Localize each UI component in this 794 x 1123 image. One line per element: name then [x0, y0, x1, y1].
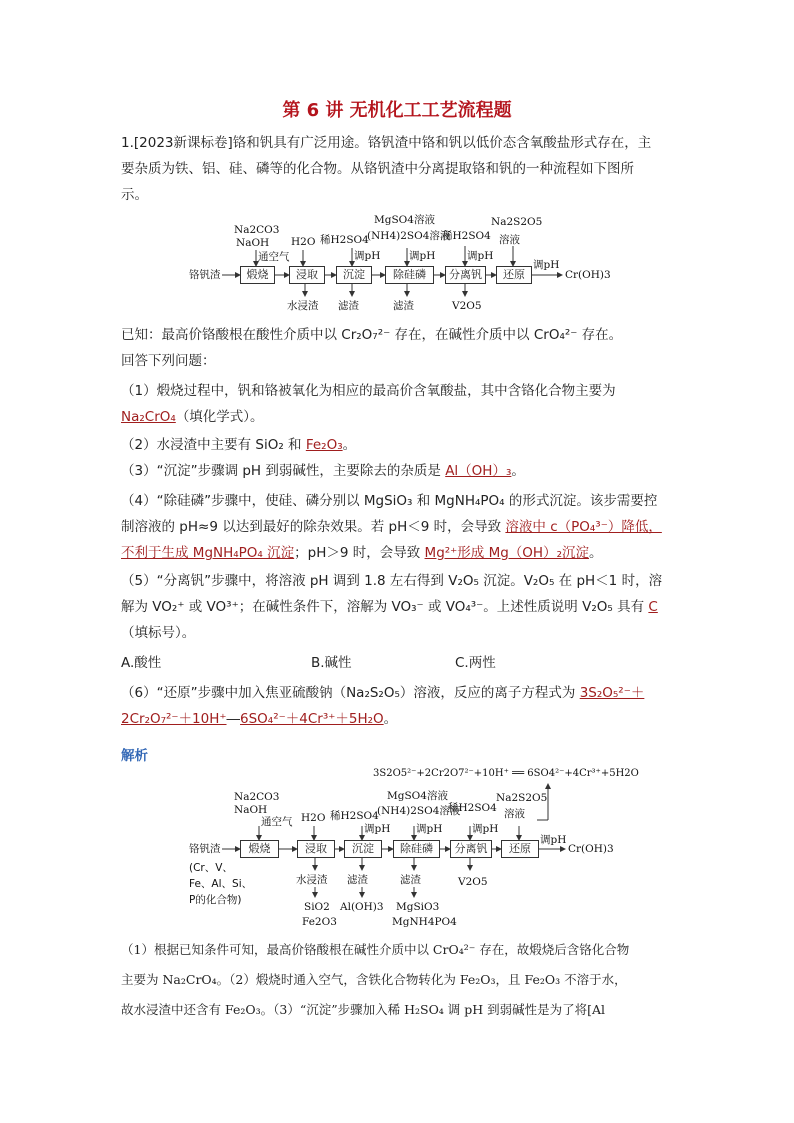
flow-2-label: Na2S2O5: [496, 792, 548, 804]
flow-1-label: 调pH: [409, 250, 436, 262]
flow-2-label: Na2CO3: [234, 791, 280, 803]
flow-2-label: MgSO4溶液: [387, 790, 448, 802]
question-1-tail: （填化学式）。: [175, 409, 264, 425]
page-title: 第 6 讲 无机化工工艺流程题: [282, 100, 512, 121]
flow-1-box-separate-v: 分离钒: [445, 266, 486, 284]
flow-2-label: 通空气: [261, 816, 293, 828]
question-2-text: （2）水浸渣中主要有 SiO₂ 和: [121, 437, 302, 453]
flow-2-box-remove-si-p: 除硅磷: [393, 840, 440, 858]
question-6: （6）“还原”步骤中加入焦亚硫酸钠（Na₂S₂O₅）溶液，反应的离子方程式为 3S₂O₅²⁻＋ 2Cr₂O₇²⁻＋10H⁺―6SO₄²⁻＋4Cr³⁺＋5H₂O。: [121, 685, 645, 727]
flow-2-output: 水浸渣: [296, 874, 328, 886]
flow-1-label: (NH4)2SO4溶液: [367, 230, 451, 242]
flow-1-start: 铬钒渣: [189, 269, 221, 281]
flow-1-label: 调pH: [354, 250, 381, 262]
question-5-text-2: 解为 VO₂⁺ 或 VO³⁺；在碱性条件下，溶解为 VO₃⁻ 或 VO₄³⁻。上述性质说明 V₂O₅ 具有: [121, 599, 645, 615]
flow-2-residue: Al(OH)3: [340, 901, 384, 913]
question-4-mid: ；pH＞9 时，会导致: [294, 545, 421, 561]
flow-2-label: 稀H2SO4: [448, 802, 497, 814]
flow-1-label: Na2CO3: [234, 224, 280, 236]
flow-1-label: 溶液: [499, 234, 520, 246]
flow-2-end: Cr(OH)3: [568, 843, 614, 855]
flow-2-start-note: Fe、Al、Si、: [189, 878, 253, 890]
flow-1-label: H2O: [291, 236, 316, 248]
flow-1-end: Cr(OH)3: [565, 269, 611, 281]
flow-2-residue: Fe2O3: [302, 916, 337, 928]
flow-2-output: 滤渣: [347, 874, 368, 886]
flow-1-output: 滤渣: [393, 300, 414, 312]
option-a: A.酸性: [121, 655, 162, 671]
flow-1-label: MgSO4溶液: [374, 214, 435, 226]
flow-2-output: V2O5: [458, 876, 488, 888]
flow-1-output: V2O5: [452, 300, 482, 312]
analysis-title: 解析: [121, 748, 148, 764]
question-1-answer: Na₂CrO₄: [121, 409, 176, 425]
flow-2-box-separate-v: 分离钒: [450, 840, 492, 858]
question-6-text: （6）“还原”步骤中加入焦亚硫酸钠（Na₂S₂O₅）溶液，反应的离子方程式为: [121, 685, 576, 701]
question-4-text-1: （4）“除硅磷”步骤中，使硅、磷分别以 MgSiO₃ 和 MgNH₄PO₄ 的形式沉淀。该步需要控: [121, 493, 658, 509]
flow-1-label: Na2S2O5: [491, 216, 543, 228]
flow-2-equation: 3S2O5²⁻+2Cr2O7²⁻+10H⁺ ══ 6SO4²⁻+4Cr³⁺+5H2O: [373, 768, 639, 779]
answer-prompt: 回答下列问题：: [121, 353, 216, 369]
flow-1-label: 调pH: [533, 259, 560, 271]
flow-2-label: 调pH: [364, 823, 391, 835]
solution-line-1: （1）根据已知条件可知，最高价铬酸根在碱性介质中以 CrO₄²⁻ 存在，故煅烧后含铬化合物: [121, 942, 630, 957]
question-4-answer-2: Mg²⁺形成 Mg（OH）₂沉淀: [424, 545, 589, 561]
flow-2-label: (NH4)2SO4溶液: [377, 805, 461, 817]
flow-1-box-reduce: 还原: [496, 266, 532, 284]
question-5-answer: C: [648, 599, 658, 615]
intro-line-2: 要杂质为铁、铝、硅、磷等的化合物。从铬钒渣中分离提取铬和钒的一种流程如下图所: [121, 161, 634, 177]
question-6-answer-1: 3S₂O₅²⁻＋: [579, 685, 645, 701]
flow-2-box-leach: 浸取: [297, 840, 335, 858]
option-b: B.碱性: [311, 655, 352, 671]
question-2-answer: Fe₂O₃: [305, 437, 343, 453]
question-4-answer-1a: 溶液中 c（PO₄³⁻）降低，: [505, 519, 662, 535]
flow-1-output: 滤渣: [338, 300, 359, 312]
flow-2-start-note: (Cr、V、: [189, 862, 233, 874]
question-5-text-1: （5）“分离钒”步骤中，将溶液 pH 调到 1.8 左右得到 V₂O₅ 沉淀。V₂O₅ 在 pH＜1 时，溶: [121, 573, 663, 589]
flow-2-residue: MgSiO3: [396, 901, 440, 913]
flow-1-label: 稀H2SO4: [320, 234, 369, 246]
question-1-text: （1）煅烧过程中，钒和铬被氧化为相应的最高价含氧酸盐，其中含铬化合物主要为: [121, 383, 616, 399]
flow-2-box-calcine: 煅烧: [240, 840, 279, 858]
question-3-tail: 。: [511, 463, 525, 479]
question-4-text-2: 制溶液的 pH≈9 以达到最好的除杂效果。若 pH＜9 时，会导致: [121, 519, 502, 535]
flow-2-label: 调pH: [472, 823, 499, 835]
flow-1-output: 水浸渣: [287, 300, 319, 312]
question-6-answer-2: 2Cr₂O₇²⁻＋10H⁺: [121, 711, 227, 727]
intro-line-3: 示。: [121, 187, 148, 203]
question-6-answer-3: 6SO₄²⁻＋4Cr³⁺＋5H₂O: [240, 711, 384, 727]
flow-2-label: H2O: [301, 812, 326, 824]
question-4-answer-1b: 不利于生成 MgNH₄PO₄ 沉淀: [121, 545, 295, 561]
question-3-answer: Al（OH）₃: [445, 463, 512, 479]
flow-2-start-note: P的化合物): [189, 894, 242, 906]
flow-2-residue: MgNH4PO4: [392, 916, 457, 928]
flow-1-box-calcine: 煅烧: [240, 266, 275, 284]
flow-2-box-precipitate: 沉淀: [344, 840, 382, 858]
known-condition: 已知：最高价铬酸根在酸性介质中以 Cr₂O₇²⁻ 存在，在碱性介质中以 CrO₄²⁻ 存在。: [121, 327, 623, 343]
flow-1-label: NaOH: [236, 237, 270, 249]
flow-1-label: 通空气: [258, 251, 290, 263]
flow-2-label: NaOH: [234, 804, 268, 816]
flow-2-box-reduce: 还原: [501, 840, 539, 858]
question-3-text: （3）“沉淀”步骤调 pH 到弱碱性，主要除去的杂质是: [121, 463, 441, 479]
flow-2-residue: SiO2: [304, 901, 330, 913]
question-6-tail: 。: [383, 711, 398, 727]
flow-2-label: 调pH: [416, 823, 443, 835]
flow-2-label: 稀H2SO4: [330, 810, 379, 822]
flow-2-label: 调pH: [540, 834, 567, 846]
flow-1-box-precipitate: 沉淀: [336, 266, 372, 284]
solution-line-2: 主要为 Na₂CrO₄。（2）煅烧时通入空气，含铁化合物转化为 Fe₂O₃，且 Fe₂O₃ 不溶于水，: [121, 972, 627, 987]
question-4-tail: 。: [589, 545, 603, 561]
intro-line-1: 1.[2023新课标卷]铬和钒具有广泛用途。铬钒渣中铬和钒以低价态含氧酸盐形式存在，主: [121, 135, 652, 151]
flow-2-label: 溶液: [504, 808, 525, 820]
flow-1-box-leach: 浸取: [289, 266, 325, 284]
question-2-tail: 。: [342, 437, 357, 453]
flow-1-label: 稀H2SO4: [442, 230, 491, 242]
flow-1-label: 调pH: [467, 250, 494, 262]
flow-2-output: 滤渣: [400, 874, 421, 886]
option-c: C.两性: [455, 655, 496, 671]
flow-1-box-remove-si-p: 除硅磷: [385, 266, 434, 284]
solution-line-3: 故水浸渣中还含有 Fe₂O₃。（3）“沉淀”步骤加入稀 H₂SO₄ 调 pH 到弱碱性是为了将[Al: [121, 1002, 606, 1017]
flow-2-start: 铬钒渣: [189, 843, 221, 855]
question-5-text-3: （填标号）。: [121, 625, 196, 641]
